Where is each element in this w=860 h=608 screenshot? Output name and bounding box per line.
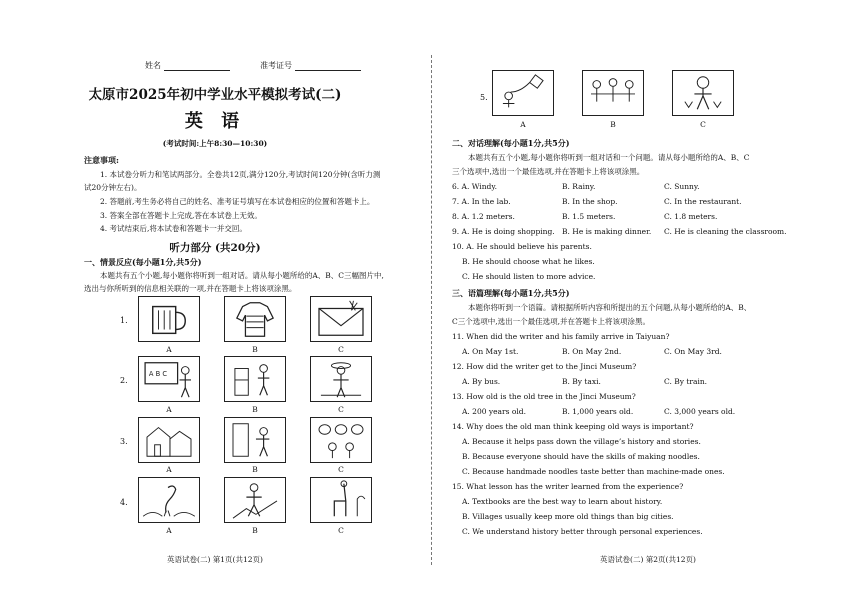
option-b[interactable]: B. 1,000 years old. bbox=[562, 407, 634, 416]
option-a[interactable]: A. Textbooks are the best way to learn about history. bbox=[462, 497, 663, 506]
option-letter-a: A bbox=[166, 405, 172, 414]
option-letter-c: C bbox=[700, 120, 706, 129]
notes-title: 注意事项: bbox=[84, 155, 119, 165]
option-letter-a: A bbox=[166, 345, 172, 354]
option-b[interactable]: B. Rainy. bbox=[562, 182, 596, 191]
part2-instructions-2: 三个选项中,选出一个最佳选项,并在答题卡上将该项涂黑。 bbox=[452, 167, 645, 176]
note-1: 1. 本试卷分听力和笔试两部分。全卷共12页,满分120分,考试时间120分钟(含听力测 bbox=[100, 170, 381, 179]
giraffe-picture[interactable] bbox=[310, 477, 372, 523]
option-c[interactable]: C. 3,000 years old. bbox=[664, 407, 736, 416]
farmer-picture[interactable] bbox=[310, 356, 372, 402]
crane-picture[interactable] bbox=[138, 477, 200, 523]
option-letter-a: A bbox=[166, 526, 172, 535]
exam-number-field[interactable] bbox=[260, 60, 361, 71]
part3-instructions-2: C三个选项中,选出一个最佳选项,并在答题卡上将该项涂黑。 bbox=[452, 317, 651, 326]
option-b[interactable]: B. Because everyone should have the skills of making noodles. bbox=[462, 452, 700, 461]
option-c[interactable]: C. He is cleaning the classroom. bbox=[664, 227, 787, 236]
option-c[interactable]: C. We understand history better through personal experiences. bbox=[462, 527, 703, 536]
question-text: 11. When did the writer and his family arrive in Taiyuan? bbox=[452, 332, 670, 341]
note-4: 4. 考试结束后,将本试卷和答题卡一并交回。 bbox=[100, 224, 247, 233]
page-fold-line bbox=[431, 55, 432, 565]
option-a[interactable]: 7. A. In the lab. bbox=[452, 197, 511, 206]
part1-instructions-1: 本题共有五个小题,每小题你将听到一组对话。请从每小题所给的A、B、C三幅图片中, bbox=[100, 271, 384, 280]
hiker-picture[interactable] bbox=[224, 477, 286, 523]
listening-section-title: 听力部分 (共20分) bbox=[169, 242, 261, 254]
option-letter-c: C bbox=[338, 405, 344, 414]
left-page-footer: 英语试卷(二) 第1页(共12页) bbox=[167, 555, 263, 564]
option-c[interactable]: C. In the restaurant. bbox=[664, 197, 742, 206]
option-b[interactable]: B. By taxi. bbox=[562, 377, 601, 386]
option-letter-a: A bbox=[520, 120, 526, 129]
name-field[interactable] bbox=[145, 60, 230, 71]
sweater-picture[interactable] bbox=[224, 296, 286, 342]
mug-picture[interactable] bbox=[138, 296, 200, 342]
option-a[interactable]: A. 200 years old. bbox=[462, 407, 526, 416]
chinese-knot-picture[interactable] bbox=[672, 70, 734, 116]
question-text: 15. What lesson has the writer learned from the experience? bbox=[452, 482, 684, 491]
option-letter-a: A bbox=[166, 465, 172, 474]
note-3: 3. 答案全部在答题卡上完成,答在本试卷上无效。 bbox=[100, 211, 262, 220]
kite-picture[interactable] bbox=[492, 70, 554, 116]
option-a[interactable]: 9. A. He is doing shopping. bbox=[452, 227, 555, 236]
option-letter-b: B bbox=[252, 345, 258, 354]
subject-title: 英 语 bbox=[184, 111, 246, 132]
option-c[interactable]: C. 1.8 meters. bbox=[664, 212, 718, 221]
kitchen-picture[interactable] bbox=[224, 356, 286, 402]
option-c[interactable]: C. He should listen to more advice. bbox=[462, 272, 596, 281]
option-b[interactable]: B. On May 2nd. bbox=[562, 347, 622, 356]
option-letter-b: B bbox=[252, 526, 258, 535]
option-a[interactable]: A. On May 1st. bbox=[462, 347, 519, 356]
option-letter-c: C bbox=[338, 465, 344, 474]
option-letter-c: C bbox=[338, 345, 344, 354]
option-a[interactable]: 8. A. 1.2 meters. bbox=[452, 212, 515, 221]
option-b[interactable]: B. 1.5 meters. bbox=[562, 212, 616, 221]
exam-time: (考试时间:上午8:30—10:30) bbox=[162, 139, 268, 148]
exam-number-label: 准考证号 bbox=[260, 61, 292, 70]
option-c[interactable]: C. Sunny. bbox=[664, 182, 700, 191]
option-letter-b: B bbox=[610, 120, 616, 129]
part3-title: 三、语篇理解(每小题1分,共5分) bbox=[452, 288, 570, 298]
helping-picture[interactable] bbox=[224, 417, 286, 463]
exam-title: 太原市2025年初中学业水平模拟考试(二) bbox=[88, 87, 342, 103]
option-b[interactable]: B. In the shop. bbox=[562, 197, 618, 206]
option-a[interactable]: A. Because it helps pass down the village’s history and stories. bbox=[462, 437, 701, 446]
part1-title: 一、情景反应(每小题1分,共5分) bbox=[84, 257, 202, 267]
part3-instructions-1: 本题你将听到一个语篇。请根据所听内容和所提出的五个问题,从每小题所给的A、B、 bbox=[468, 303, 752, 312]
option-a[interactable]: 10. A. He should believe his parents. bbox=[452, 242, 592, 251]
option-letter-b: B bbox=[252, 465, 258, 474]
svg-text:A B C: A B C bbox=[148, 370, 168, 379]
question-text: 12. How did the writer get to the Jinci Museum? bbox=[452, 362, 637, 371]
part2-instructions-1: 本题共有五个小题,每小题你将听到一组对话和一个问题。请从每小题所给的A、B、C bbox=[468, 153, 750, 162]
question-number-5: 5. bbox=[480, 93, 488, 102]
option-c[interactable]: C. On May 3rd. bbox=[664, 347, 722, 356]
teacher-picture[interactable] bbox=[138, 356, 200, 402]
option-letter-c: C bbox=[338, 526, 344, 535]
lanterns-picture[interactable] bbox=[310, 417, 372, 463]
option-letter-b: B bbox=[252, 405, 258, 414]
question-number-4: 4. bbox=[120, 498, 128, 507]
option-a[interactable]: A. By bus. bbox=[462, 377, 501, 386]
option-c[interactable]: C. Because handmade noodles taste better than machine-made ones. bbox=[462, 467, 725, 476]
part2-title: 二、对话理解(每小题1分,共5分) bbox=[452, 138, 570, 148]
card-picture[interactable] bbox=[310, 296, 372, 342]
question-number-2: 2. bbox=[120, 376, 128, 385]
option-c[interactable]: C. By train. bbox=[664, 377, 708, 386]
option-b[interactable]: B. He should choose what he likes. bbox=[462, 257, 595, 266]
note-1-cont: 试20分钟左右)。 bbox=[84, 183, 142, 192]
question-text: 13. How old is the old tree in the Jinci Museum? bbox=[452, 392, 636, 401]
name-label: 姓名 bbox=[145, 61, 161, 70]
question-number-3: 3. bbox=[120, 437, 128, 446]
village-picture[interactable] bbox=[138, 417, 200, 463]
right-page bbox=[436, 0, 860, 608]
question-text: 14. Why does the old man think keeping old ways is important? bbox=[452, 422, 694, 431]
option-b[interactable]: B. Villages usually keep more old things than big cities. bbox=[462, 512, 674, 521]
part1-instructions-2: 选出与你所听到的信息相关联的一项,并在答题卡上将该项涂黑。 bbox=[84, 284, 297, 293]
option-b[interactable]: B. He is making dinner. bbox=[562, 227, 652, 236]
question-number-1: 1. bbox=[120, 316, 128, 325]
note-2: 2. 答题前,考生务必将自己的姓名、准考证号填写在本试卷相应的位置和答题卡上。 bbox=[100, 197, 375, 206]
team-picture[interactable] bbox=[582, 70, 644, 116]
right-page-footer: 英语试卷(二) 第2页(共12页) bbox=[600, 555, 696, 564]
option-a[interactable]: 6. A. Windy. bbox=[452, 182, 497, 191]
